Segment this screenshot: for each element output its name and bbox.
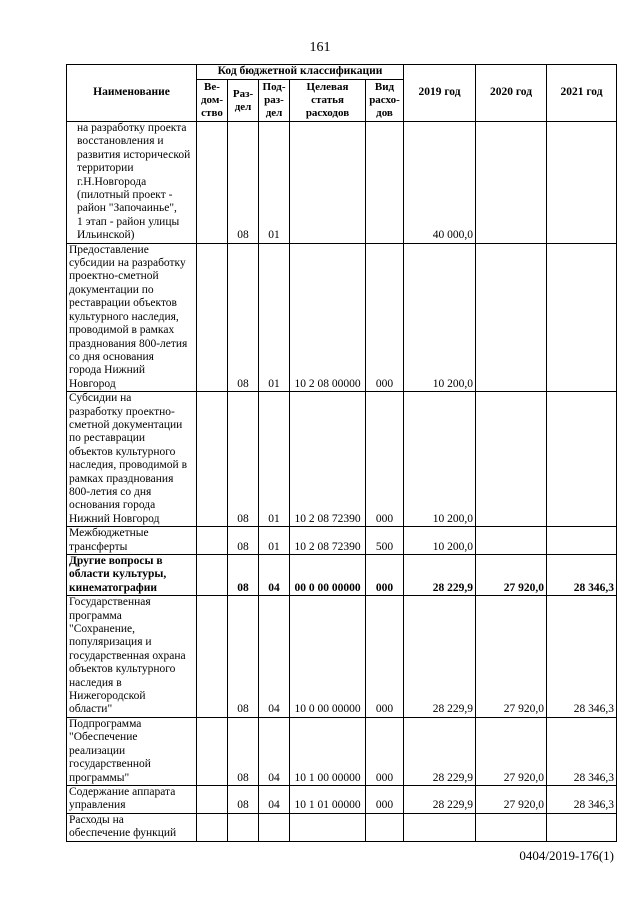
row-razdel-cell: 08: [228, 785, 259, 813]
row-2020-cell: [476, 243, 547, 391]
col-header-vid: Вид расхо- дов: [366, 80, 404, 122]
row-razdel-cell: 08: [228, 555, 259, 596]
document-code: 0404/2019-176(1): [519, 848, 614, 863]
col-header-2020: 2020 год: [476, 65, 547, 122]
row-2019-cell: 28 229,9: [404, 555, 476, 596]
row-podrazdel-cell: 01: [259, 243, 290, 391]
col-header-razdel: Раз- дел: [228, 80, 259, 122]
row-vedomstvo-cell: [197, 527, 228, 555]
table-row: [67, 527, 617, 555]
row-2020-cell: [476, 527, 547, 555]
row-celevaya-cell: 10 1 01 00000: [290, 785, 366, 813]
row-vid-cell: 500: [366, 527, 404, 555]
row-2021-cell: 28 346,3: [547, 785, 617, 813]
col-header-vedomstvo: Ве- дом- ство: [197, 80, 228, 122]
row-name-cell: Государственная программа "Сохранение, популяризация и государственная охрана объектов культурного наследия в Нижегородской области": [67, 596, 197, 718]
table-row: [67, 392, 617, 527]
row-podrazdel-cell: 04: [259, 785, 290, 813]
row-razdel-cell: 08: [228, 392, 259, 527]
row-celevaya-cell: 10 0 00 00000: [290, 596, 366, 718]
row-2021-cell: [547, 813, 617, 841]
table-row: [67, 122, 617, 244]
row-2019-cell: 28 229,9: [404, 596, 476, 718]
row-celevaya-cell: 00 0 00 00000: [290, 555, 366, 596]
row-vedomstvo-cell: [197, 122, 228, 244]
row-name-cell: Подпрограмма "Обеспечение реализации государственной программы": [67, 717, 197, 785]
row-vedomstvo-cell: [197, 392, 228, 527]
row-2019-cell: 10 200,0: [404, 527, 476, 555]
row-vid-cell: [366, 813, 404, 841]
row-name-cell: Предоставление субсидии на разработку проектно-сметной документации по реставрации объектов культурного наследия, проводимой в рамках празднования 800-летия со дня основания города Нижний Новгород: [67, 243, 197, 391]
row-celevaya-cell: [290, 813, 366, 841]
row-vid-cell: 000: [366, 243, 404, 391]
row-2021-cell: 28 346,3: [547, 596, 617, 718]
row-podrazdel-cell: 01: [259, 527, 290, 555]
row-2020-cell: 27 920,0: [476, 596, 547, 718]
row-vid-cell: [366, 122, 404, 244]
row-podrazdel-cell: 01: [259, 392, 290, 527]
row-2020-cell: [476, 122, 547, 244]
row-podrazdel-cell: 04: [259, 596, 290, 718]
row-2020-cell: [476, 392, 547, 527]
row-2021-cell: [547, 122, 617, 244]
row-vedomstvo-cell: [197, 243, 228, 391]
table-row: [67, 555, 617, 596]
row-vid-cell: 000: [366, 717, 404, 785]
row-2019-cell: 10 200,0: [404, 243, 476, 391]
row-2019-cell: 28 229,9: [404, 717, 476, 785]
table-row: [67, 596, 617, 718]
row-vedomstvo-cell: [197, 555, 228, 596]
col-header-budget-code: Код бюджетной классификации: [197, 65, 404, 80]
row-celevaya-cell: 10 1 00 00000: [290, 717, 366, 785]
row-vid-cell: 000: [366, 785, 404, 813]
row-2021-cell: [547, 392, 617, 527]
table-row: [67, 785, 617, 813]
row-vid-cell: 000: [366, 392, 404, 527]
budget-table-body: [67, 122, 617, 842]
row-razdel-cell: 08: [228, 527, 259, 555]
row-podrazdel-cell: [259, 813, 290, 841]
row-name-cell: Межбюджетные трансферты: [67, 527, 197, 555]
row-celevaya-cell: 10 2 08 00000: [290, 243, 366, 391]
row-name-cell: Субсидии на разработку проектно- сметной документации по реставрации объектов культурного наследия, проводимой в рамках празднования 800-летия со дня основания города Нижний Новгород: [67, 392, 197, 527]
table-row: [67, 243, 617, 391]
row-vid-cell: 000: [366, 596, 404, 718]
row-2021-cell: 28 346,3: [547, 555, 617, 596]
row-razdel-cell: 08: [228, 243, 259, 391]
row-2020-cell: 27 920,0: [476, 785, 547, 813]
row-name-cell: Расходы на обеспечение функций: [67, 813, 197, 841]
row-name-cell: Другие вопросы в области культуры, кинематографии: [67, 555, 197, 596]
row-2019-cell: 40 000,0: [404, 122, 476, 244]
row-2020-cell: 27 920,0: [476, 555, 547, 596]
row-2021-cell: 28 346,3: [547, 717, 617, 785]
row-2019-cell: 10 200,0: [404, 392, 476, 527]
col-header-podrazdel: Под- раз- дел: [259, 80, 290, 122]
row-2020-cell: 27 920,0: [476, 717, 547, 785]
row-vedomstvo-cell: [197, 717, 228, 785]
row-name-cell: Содержание аппарата управления: [67, 785, 197, 813]
header-row-top: [67, 65, 617, 80]
col-header-2021: 2021 год: [547, 65, 617, 122]
row-podrazdel-cell: 04: [259, 717, 290, 785]
col-header-celevaya: Целевая статья расходов: [290, 80, 366, 122]
row-razdel-cell: 08: [228, 596, 259, 718]
row-podrazdel-cell: 04: [259, 555, 290, 596]
row-vid-cell: 000: [366, 555, 404, 596]
row-2019-cell: [404, 813, 476, 841]
row-2021-cell: [547, 527, 617, 555]
col-header-name: Наименование: [67, 65, 197, 122]
row-2019-cell: 28 229,9: [404, 785, 476, 813]
row-celevaya-cell: [290, 122, 366, 244]
col-header-2019: 2019 год: [404, 65, 476, 122]
row-vedomstvo-cell: [197, 596, 228, 718]
row-razdel-cell: 08: [228, 717, 259, 785]
row-razdel-cell: [228, 813, 259, 841]
page-number: 161: [309, 40, 331, 55]
row-vedomstvo-cell: [197, 785, 228, 813]
table-row: [67, 717, 617, 785]
row-celevaya-cell: 10 2 08 72390: [290, 392, 366, 527]
row-name-cell: на разработку проекта восстановления и развития исторической территории г.Н.Новгорода (пилотный проект - район "Започаинье", 1 этап - район улицы Ильинской): [67, 122, 197, 244]
row-celevaya-cell: 10 2 08 72390: [290, 527, 366, 555]
row-vedomstvo-cell: [197, 813, 228, 841]
budget-table: [66, 64, 617, 842]
row-podrazdel-cell: 01: [259, 122, 290, 244]
row-razdel-cell: 08: [228, 122, 259, 244]
row-2021-cell: [547, 243, 617, 391]
table-row: [67, 813, 617, 841]
row-2020-cell: [476, 813, 547, 841]
